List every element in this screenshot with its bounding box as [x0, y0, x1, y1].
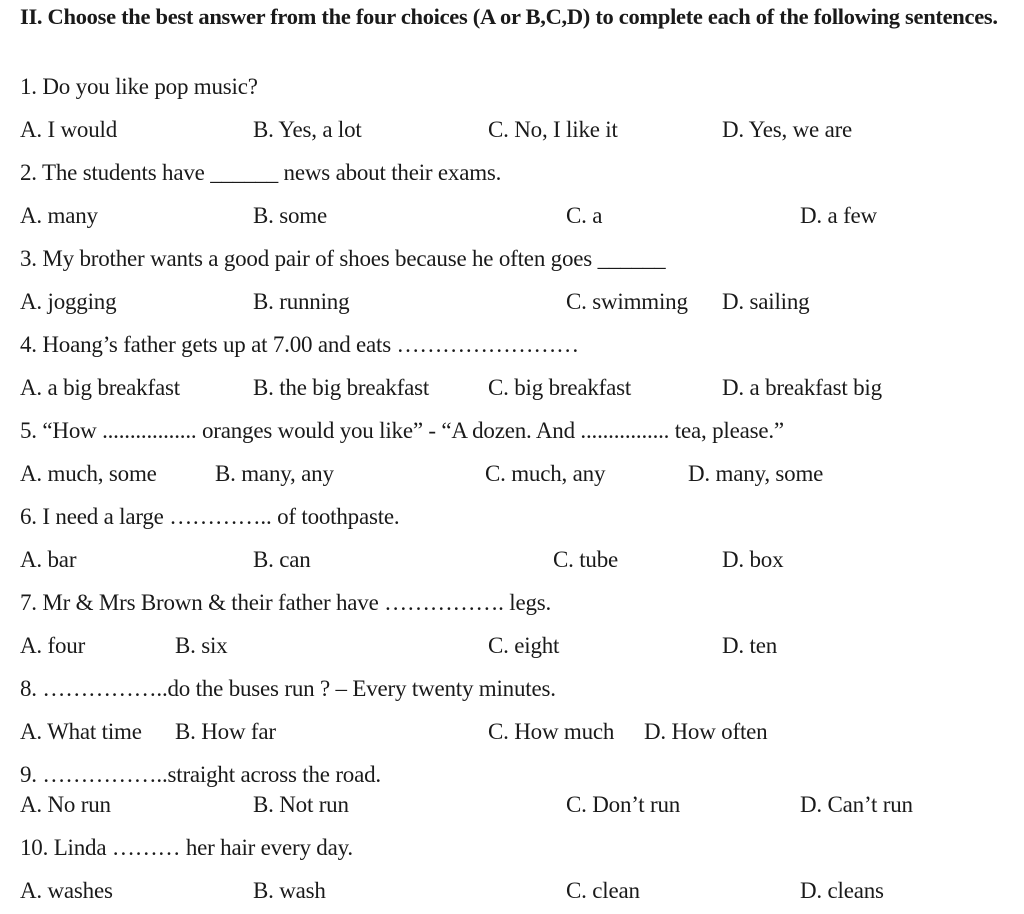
q8-option-c: C. How much [488, 719, 615, 744]
q4-option-d: D. a breakfast big [722, 375, 882, 400]
question-5: 5. “How ................. oranges would you like” - “A dozen. And ................ tea, please.” [20, 418, 784, 443]
q8-option-d: D. How often [644, 719, 768, 744]
q4-option-c: C. big breakfast [488, 375, 632, 400]
q6-option-b: B. can [253, 547, 311, 572]
q9-option-b: B. Not run [253, 792, 349, 817]
question-3: 3. My brother wants a good pair of shoes because he often goes ______ [20, 246, 666, 271]
question-1: 1. Do you like pop music? [20, 74, 258, 99]
q6-option-d: D. box [722, 547, 784, 572]
q7-option-d: D. ten [722, 633, 778, 658]
q3-option-b: B. running [253, 289, 350, 314]
q1-option-a: A. I would [20, 117, 118, 142]
question-7: 7. Mr & Mrs Brown & their father have ……………. legs. [20, 590, 552, 615]
q6-option-a: A. bar [20, 547, 77, 572]
q8-option-b: B. How far [175, 719, 276, 744]
q7-option-b: B. six [175, 633, 228, 658]
q9-option-c: C. Don’t run [566, 792, 681, 817]
section-heading: II. Choose the best answer from the four choices (A or B,C,D) to complete each of the following sentences. [20, 4, 998, 29]
q8-option-a: A. What time [20, 719, 142, 744]
q1-option-b: B. Yes, a lot [253, 117, 362, 142]
q4-option-a: A. a big breakfast [20, 375, 180, 400]
q4-option-b: B. the big breakfast [253, 375, 430, 400]
q2-option-a: A. many [20, 203, 98, 228]
q5-option-d: D. many, some [688, 461, 824, 486]
q3-option-c: C. swimming [566, 289, 688, 314]
q2-option-d: D. a few [800, 203, 877, 228]
q10-option-d: D. cleans [800, 878, 884, 903]
question-2: 2. The students have ______ news about their exams. [20, 160, 502, 185]
q10-option-a: A. washes [20, 878, 113, 903]
q7-option-a: A. four [20, 633, 86, 658]
q3-option-d: D. sailing [722, 289, 810, 314]
q7-option-c: C. eight [488, 633, 560, 658]
question-8: 8. ……………..do the buses run ? – Every twenty minutes. [20, 676, 556, 701]
question-10: 10. Linda ……… her hair every day. [20, 835, 353, 860]
q5-option-b: B. many, any [215, 461, 334, 486]
q10-option-b: B. wash [253, 878, 326, 903]
q10-option-c: C. clean [566, 878, 640, 903]
q9-option-d: D. Can’t run [800, 792, 913, 817]
q2-option-c: C. a [566, 203, 603, 228]
q5-option-a: A. much, some [20, 461, 157, 486]
question-9: 9. ……………..straight across the road. [20, 762, 381, 787]
q6-option-c: C. tube [553, 547, 619, 572]
q5-option-c: C. much, any [485, 461, 606, 486]
q1-option-d: D. Yes, we are [722, 117, 853, 142]
q9-option-a: A. No run [20, 792, 111, 817]
question-4: 4. Hoang’s father gets up at 7.00 and eats …………………… [20, 332, 579, 357]
question-6: 6. I need a large ………….. of toothpaste. [20, 504, 400, 529]
q3-option-a: A. jogging [20, 289, 117, 314]
q1-option-c: C. No, I like it [488, 117, 618, 142]
q2-option-b: B. some [253, 203, 327, 228]
